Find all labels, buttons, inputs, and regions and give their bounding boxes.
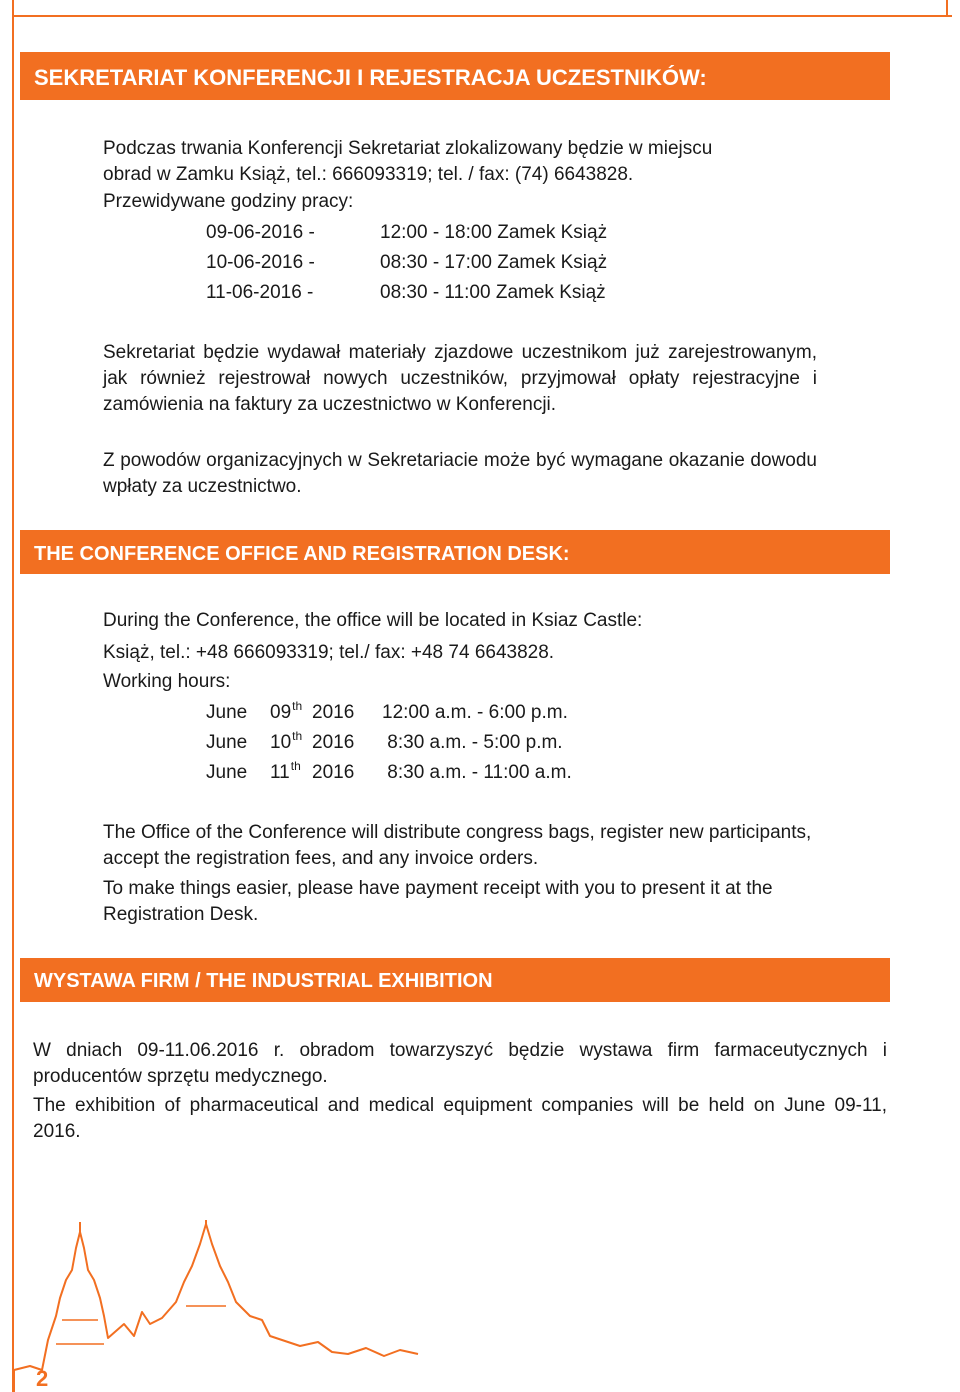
exhibition-en-paragraph: The exhibition of pharmaceutical and medical equipment companies will be held on June 09-11, 2016.	[33, 1095, 887, 1142]
en-intro-line1: During the Conference, the office will be located in Ksiaz Castle:	[103, 610, 643, 631]
en-schedule-row: June 09th 2016 12:00 a.m. - 6:00 p.m.	[206, 699, 568, 723]
pl-schedule	[206, 218, 607, 308]
en-schedule	[206, 698, 572, 788]
en-intro-line2: Książ, tel.: +48 666093319; tel./ fax: +48 74 6643828.	[103, 642, 555, 663]
page-number: 2	[36, 1366, 49, 1391]
pl-materials-paragraph: Sekretariat będzie wydawał materiały zjazdowe uczestnikom już zarejestrowanym, jak również rejestrował nowych uczestników, przyjmował opłaty rejestracyjne i zamówienia na faktury za uczestnictwo w Konferencji.	[103, 342, 817, 415]
pl-intro-line1: Podczas trwania Konferencji Sekretariat zlokalizowany będzie w miejscu	[103, 138, 713, 159]
page-frame-right	[946, 0, 948, 16]
section-banner-en-office: THE CONFERENCE OFFICE AND REGISTRATION DESK:	[20, 530, 890, 574]
pl-schedule-row: 10-06-2016 - 08:30 - 17:00 Zamek Książ	[206, 252, 608, 273]
pl-intro-line2: obrad w Zamku Książ, tel.: 666093319; tel. / fax: (74) 6643828.	[103, 164, 634, 185]
en-hours-label: Working hours:	[103, 671, 231, 692]
pl-schedule-row: 11-06-2016 - 08:30 - 11:00 Zamek Książ	[206, 282, 606, 303]
pl-proof-paragraph: Z powodów organizacyjnych w Sekretariacie może być wymagane okazanie dowodu wpłaty za uczestnictwo.	[103, 450, 817, 497]
page-frame-top	[12, 15, 952, 17]
en-schedule-row: June 11th 2016 8:30 a.m. - 11:00 a.m.	[206, 759, 572, 783]
pl-hours-label: Przewidywane godziny pracy:	[103, 191, 354, 212]
en-distribute-paragraph: The Office of the Conference will distribute congress bags, register new participants, accept the registration fees, and any invoice orders.	[103, 822, 812, 869]
pl-schedule-row: 09-06-2016 - 12:00 - 18:00 Zamek Książ	[206, 222, 608, 243]
section-banner-exhibition: WYSTAWA FIRM / THE INDUSTRIAL EXHIBITION	[20, 958, 890, 1002]
castle-outline-illustration	[0, 1220, 420, 1392]
exhibition-pl-paragraph: W dniach 09-11.06.2016 r. obradom towarzyszyć będzie wystawa firm farmaceutycznych i producentów sprzętu medycznego.	[33, 1040, 887, 1087]
en-schedule-row: June 10th 2016 8:30 a.m. - 5:00 p.m.	[206, 729, 563, 753]
en-receipt-paragraph: To make things easier, please have payment receipt with you to present it at the Registration Desk.	[103, 878, 773, 925]
section-banner-pl-office: SEKRETARIAT KONFERENCJI I REJESTRACJA UCZESTNIKÓW:	[20, 52, 890, 100]
page-frame-left	[12, 0, 14, 1392]
